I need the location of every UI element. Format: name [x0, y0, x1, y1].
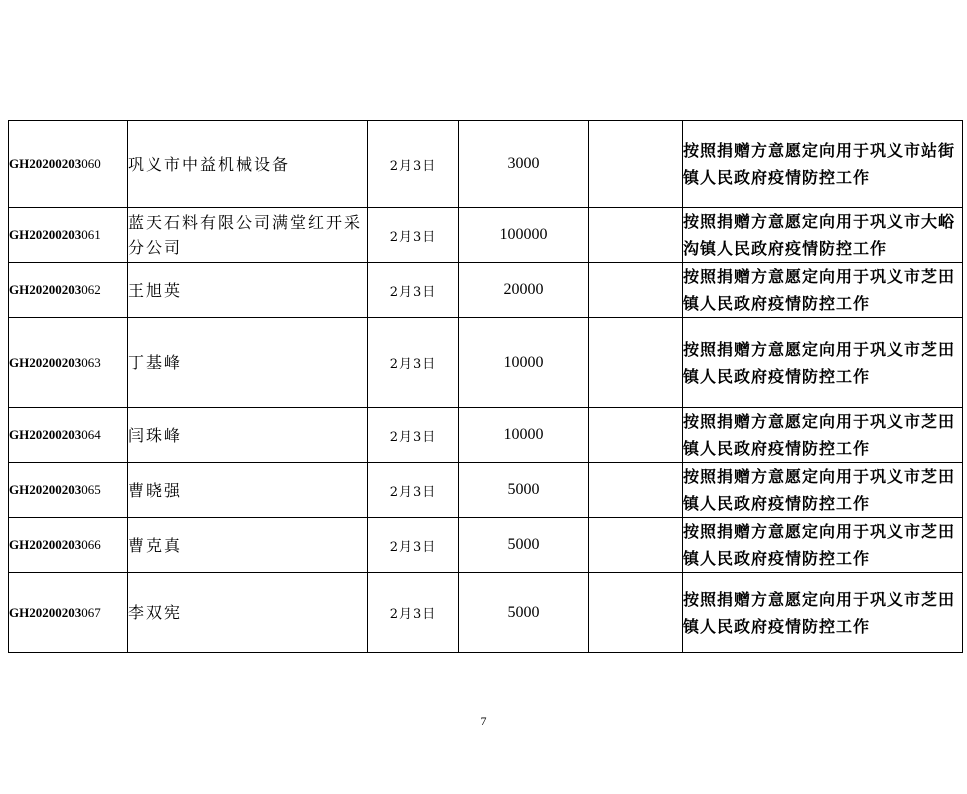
date-cell: 2月3日: [368, 208, 459, 263]
amount-cell: 3000: [459, 121, 589, 208]
donation-table: [8, 120, 963, 653]
date-cell: 2月3日: [368, 408, 459, 463]
page-number: 7: [480, 714, 487, 728]
table-row: [9, 318, 963, 408]
record-id-prefix: GH20200203: [9, 537, 82, 552]
blank-cell: [589, 263, 683, 318]
donor-name-cell: 闫珠峰: [128, 408, 368, 463]
amount-cell: 5000: [459, 518, 589, 573]
record-id-prefix: GH20200203: [9, 604, 82, 620]
blank-cell: [589, 208, 683, 263]
record-id-suffix: 065: [81, 482, 101, 497]
record-id-cell: [9, 463, 128, 518]
date-cell: 2月3日: [368, 121, 459, 208]
purpose-cell: 按照捐赠方意愿定向用于巩义市芝田镇人民政府疫情防控工作: [683, 573, 963, 653]
record-id-prefix: GH20200203: [9, 282, 82, 297]
blank-cell: [589, 463, 683, 518]
record-id-cell: [9, 573, 128, 653]
amount-cell: 10000: [459, 408, 589, 463]
date-cell: 2月3日: [368, 463, 459, 518]
donor-name-cell: 王旭英: [128, 263, 368, 318]
date-cell: 2月3日: [368, 573, 459, 653]
purpose-cell: 按照捐赠方意愿定向用于巩义市站街镇人民政府疫情防控工作: [683, 121, 963, 208]
record-id-suffix: 067: [81, 604, 101, 620]
date-cell: 2月3日: [368, 318, 459, 408]
table-row: [9, 573, 963, 653]
table-row: [9, 263, 963, 318]
record-id-prefix: GH20200203: [9, 227, 82, 242]
donor-name-cell: 巩义市中益机械设备: [128, 121, 368, 208]
date-cell: 2月3日: [368, 518, 459, 573]
record-id-prefix: GH20200203: [9, 156, 82, 171]
record-id-cell: [9, 518, 128, 573]
table-row: [9, 121, 963, 208]
record-id-prefix: GH20200203: [9, 354, 82, 370]
purpose-cell: 按照捐赠方意愿定向用于巩义市芝田镇人民政府疫情防控工作: [683, 263, 963, 318]
record-id-cell: [9, 263, 128, 318]
amount-cell: 100000: [459, 208, 589, 263]
amount-cell: 5000: [459, 463, 589, 518]
table-row: [9, 208, 963, 263]
purpose-cell: 按照捐赠方意愿定向用于巩义市大峪沟镇人民政府疫情防控工作: [683, 208, 963, 263]
blank-cell: [589, 408, 683, 463]
record-id-cell: [9, 121, 128, 208]
record-id-cell: [9, 408, 128, 463]
blank-cell: [589, 121, 683, 208]
purpose-cell: 按照捐赠方意愿定向用于巩义市芝田镇人民政府疫情防控工作: [683, 408, 963, 463]
record-id-suffix: 066: [81, 537, 101, 552]
donor-name-cell: 蓝天石料有限公司满堂红开采分公司: [128, 208, 368, 263]
record-id-prefix: GH20200203: [9, 427, 82, 442]
record-id-cell: [9, 208, 128, 263]
date-cell: 2月3日: [368, 263, 459, 318]
table-row: [9, 463, 963, 518]
record-id-prefix: GH20200203: [9, 482, 82, 497]
purpose-cell: 按照捐赠方意愿定向用于巩义市芝田镇人民政府疫情防控工作: [683, 518, 963, 573]
record-id-suffix: 061: [81, 227, 101, 242]
donor-name-cell: 李双宪: [128, 573, 368, 653]
amount-cell: 10000: [459, 318, 589, 408]
table-row: [9, 408, 963, 463]
purpose-cell: 按照捐赠方意愿定向用于巩义市芝田镇人民政府疫情防控工作: [683, 463, 963, 518]
donor-name-cell: 丁基峰: [128, 318, 368, 408]
amount-cell: 20000: [459, 263, 589, 318]
donor-name-cell: 曹克真: [128, 518, 368, 573]
record-id-suffix: 062: [81, 282, 101, 297]
table-row: [9, 518, 963, 573]
record-id-suffix: 064: [81, 427, 101, 442]
blank-cell: [589, 518, 683, 573]
blank-cell: [589, 318, 683, 408]
purpose-cell: 按照捐赠方意愿定向用于巩义市芝田镇人民政府疫情防控工作: [683, 318, 963, 408]
record-id-suffix: 063: [81, 354, 101, 370]
amount-cell: 5000: [459, 573, 589, 653]
donor-name-cell: 曹晓强: [128, 463, 368, 518]
record-id-cell: [9, 318, 128, 408]
record-id-suffix: 060: [81, 156, 101, 171]
blank-cell: [589, 573, 683, 653]
